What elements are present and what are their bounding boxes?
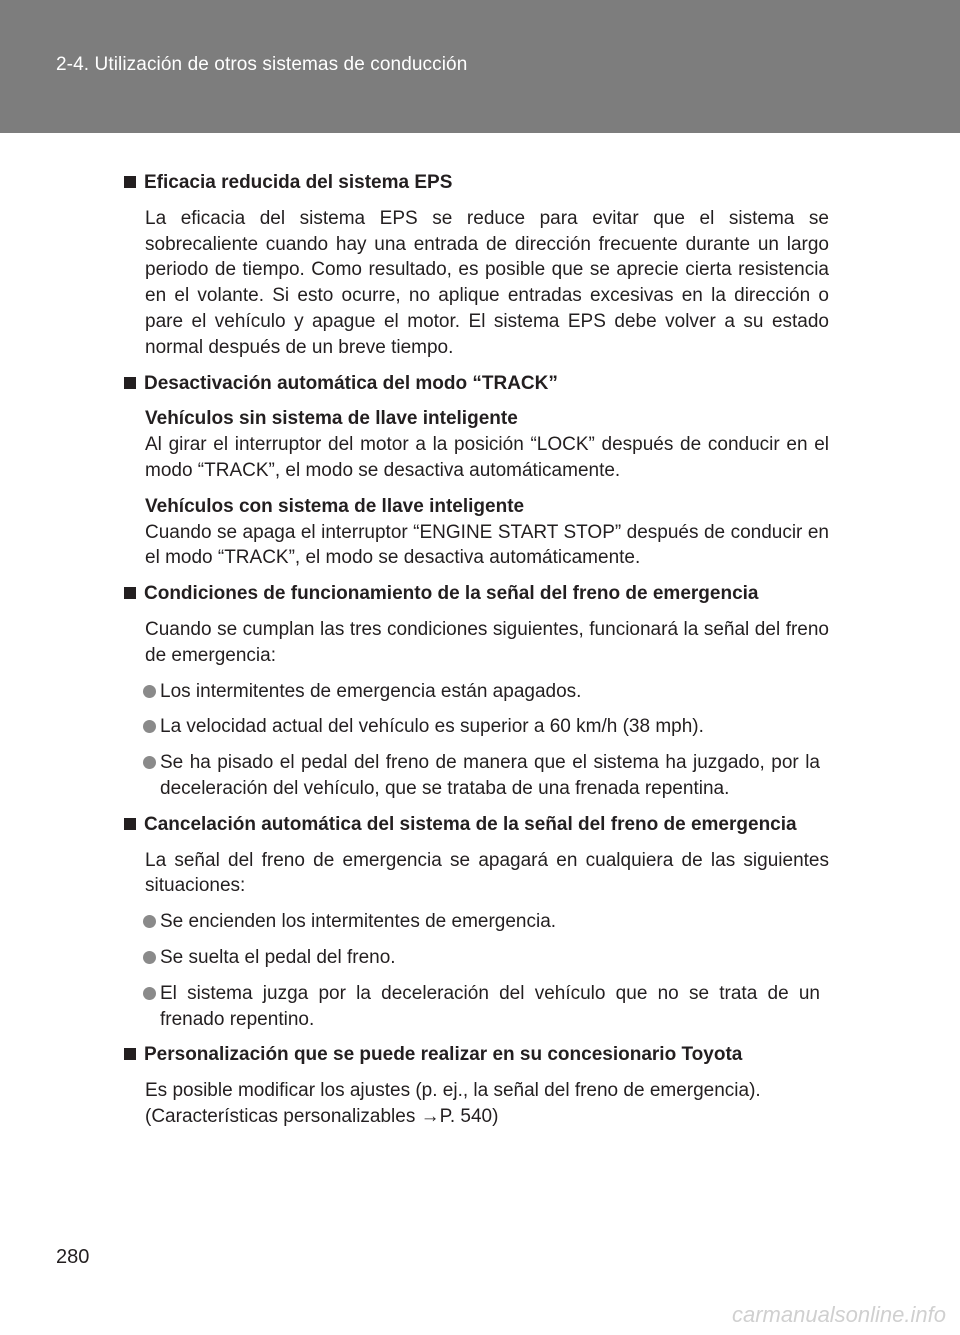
paragraph xyxy=(124,1078,829,1130)
section-heading xyxy=(124,1042,829,1068)
watermark: carmanualsonline.info xyxy=(731,1302,946,1327)
square-bullet-icon xyxy=(124,176,136,188)
section-cancel xyxy=(124,812,829,1033)
list-item-text: El sistema juzga por la deceleración del vehículo que no se trata de un frenado repentino. xyxy=(160,982,820,1030)
page-header xyxy=(0,0,960,133)
circle-bullet-icon xyxy=(143,720,156,733)
list-item-text: Se ha pisado el pedal del freno de manera que el sistema ha juzgado, por la deceleración del vehículo, que se trataba de una frenada repentina. xyxy=(160,752,820,799)
page-number: 280 xyxy=(56,1246,90,1268)
list-item xyxy=(124,750,829,802)
square-bullet-icon xyxy=(124,587,136,599)
section-heading xyxy=(124,581,829,607)
section-heading xyxy=(124,170,829,196)
circle-bullet-icon xyxy=(143,987,156,1000)
paragraph: Cuando se cumplan las tres condiciones siguientes, funcionará la señal del freno de emergencia: xyxy=(145,618,829,666)
circle-bullet-icon xyxy=(143,951,156,964)
list-item-text: Los intermitentes de emergencia están apagados. xyxy=(160,680,582,702)
paragraph: La eficacia del sistema EPS se reduce para evitar que el sistema se sobrecaliente cuando hay una entrada de dirección frecuente durante un largo periodo de tiempo. Como resultado, es posible que se aprecie cierta resistencia en el volante. Si esto ocurre, no aplique entradas excesivas en la dirección o pare el vehículo y apague el motor. El sistema EPS debe volver a su estado normal después de un breve tiempo. xyxy=(145,207,829,358)
subsection-smart-key xyxy=(124,494,829,571)
subsection-label: Vehículos con sistema de llave inteligente xyxy=(145,495,525,517)
page-content xyxy=(124,170,829,1140)
subsection-no-smart-key xyxy=(124,406,829,483)
heading-text: Desactivación automática del modo “TRACK” xyxy=(144,372,558,394)
heading-text: Condiciones de funcionamiento de la señal del freno de emergencia xyxy=(144,583,759,605)
list-item xyxy=(124,714,829,740)
section-track xyxy=(124,371,829,572)
subsection-label: Vehículos sin sistema de llave inteligente xyxy=(145,408,518,430)
section-customization xyxy=(124,1042,829,1129)
square-bullet-icon xyxy=(124,377,136,389)
list-item-text: La velocidad actual del vehículo es superior a 60 km/h (38 mph). xyxy=(160,716,704,738)
section-conditions xyxy=(124,581,829,802)
circle-bullet-icon xyxy=(143,756,156,769)
heading-text: Personalización que se puede realizar en su concesionario Toyota xyxy=(144,1044,743,1066)
list-item xyxy=(124,945,829,971)
section-heading xyxy=(124,371,829,397)
list-item xyxy=(124,679,829,705)
subsection-text: Al girar el interruptor del motor a la posición “LOCK” después de conducir en el modo “TRACK”, el modo se desactiva automáticamente. xyxy=(145,434,829,481)
page-reference: (Características personalizables →P. 540) xyxy=(145,1105,499,1127)
subsection-text: Cuando se apaga el interruptor “ENGINE START STOP” después de conducir en el modo “TRACK”, el modo se desactiva automáticamente. xyxy=(145,521,829,569)
list-item xyxy=(124,981,829,1033)
section-title: 2-4. Utilización de otros sistemas de conducción xyxy=(56,54,468,75)
heading-text: Eficacia reducida del sistema EPS xyxy=(144,172,453,193)
list-item-text: Se suelta el pedal del freno. xyxy=(160,946,396,968)
square-bullet-icon xyxy=(124,818,136,830)
square-bullet-icon xyxy=(124,1048,136,1060)
section-eps xyxy=(124,170,829,361)
heading-text: Cancelación automática del sistema de la señal del freno de emergencia xyxy=(144,813,797,835)
paragraph-line: Es posible modificar los ajustes (p. ej., la señal del freno de emergencia). xyxy=(145,1080,761,1102)
circle-bullet-icon xyxy=(143,685,156,698)
paragraph: La señal del freno de emergencia se apagará en cualquiera de las siguientes situaciones: xyxy=(145,849,829,897)
circle-bullet-icon xyxy=(143,915,156,928)
section-heading xyxy=(124,812,829,838)
list-item-text: Se encienden los intermitentes de emergencia. xyxy=(160,911,557,933)
list-item xyxy=(124,909,829,935)
